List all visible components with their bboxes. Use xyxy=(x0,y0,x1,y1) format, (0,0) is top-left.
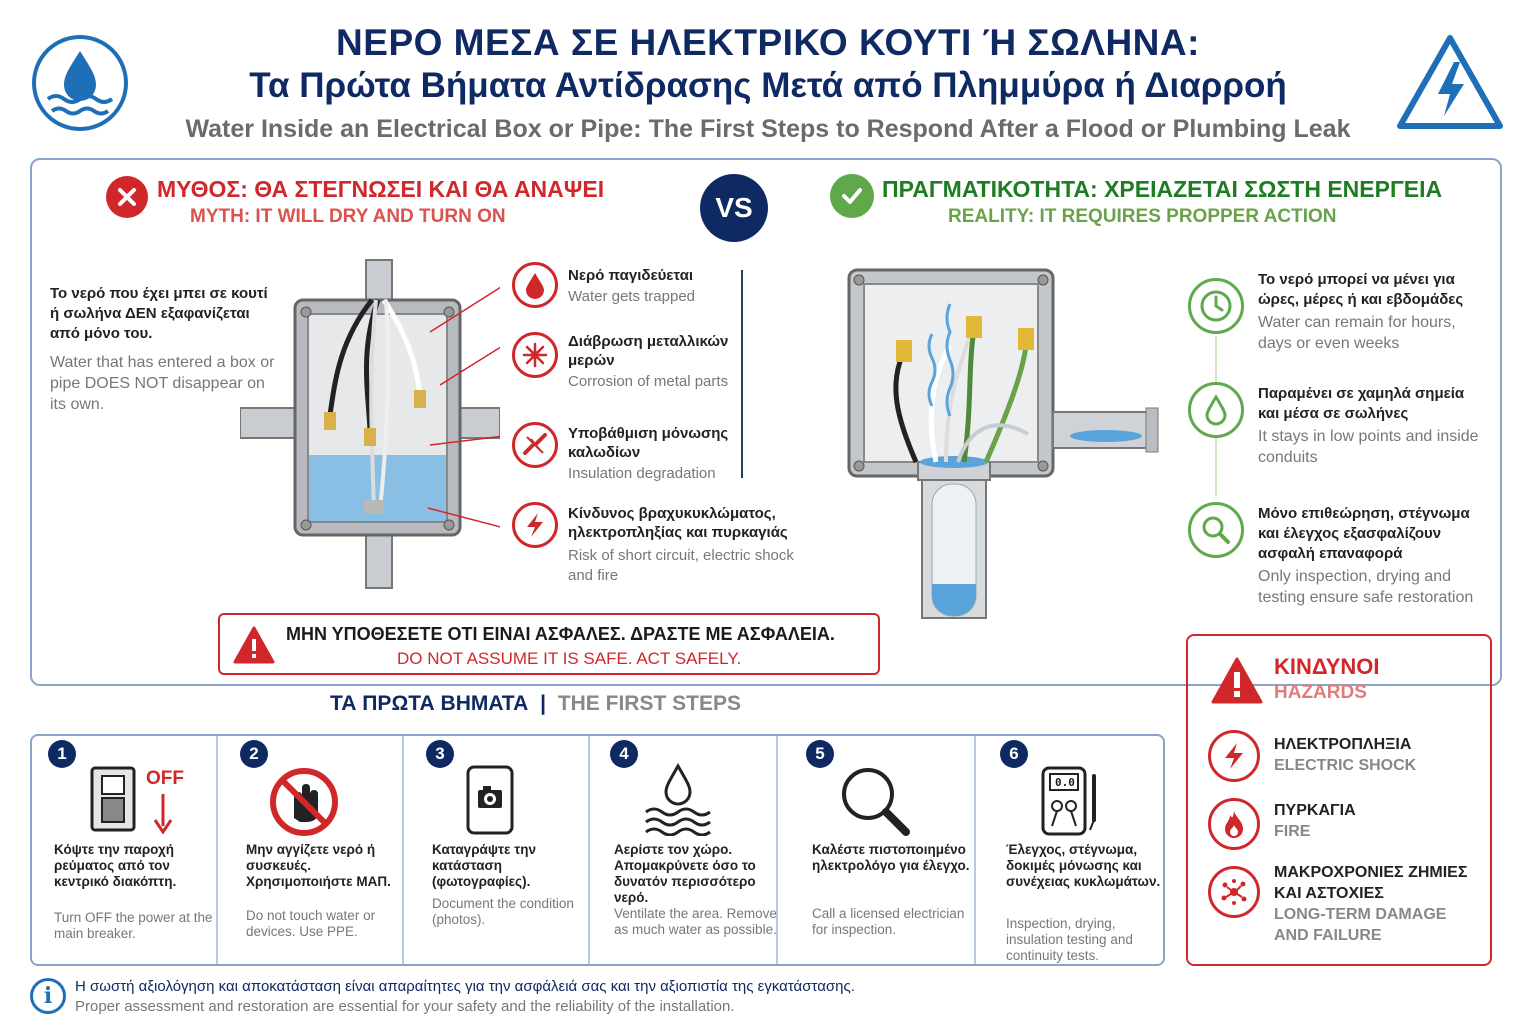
hazards-title-english: HAZARDS xyxy=(1274,682,1367,703)
risk-item-trapped-water xyxy=(568,266,758,307)
steps-heading-english: THE FIRST STEPS xyxy=(557,692,741,715)
hazard-label-greek: ΠΥΡΚΑΓΙΑ xyxy=(1274,802,1356,819)
water-drop-icon xyxy=(1188,382,1244,438)
lightning-icon xyxy=(512,502,558,548)
footer-text-greek: Η σωστή αξιολόγηση και αποκατάσταση είναι απαραίτητες για την ασφάλειά σας και την αξιοπιστία της εγκατάστασης. xyxy=(75,978,855,995)
step-number: 3 xyxy=(426,740,454,768)
risk-label-english: Insulation degradation xyxy=(568,465,716,482)
myth-description-greek: Το νερό που έχει μπει σε κουτί ή σωλήνα ΔΕΝ εξαφανίζεται από μόνο του. xyxy=(50,285,268,342)
step-number: 5 xyxy=(806,740,834,768)
risk-item-short-circuit xyxy=(568,504,798,586)
hazard-item-fire xyxy=(1274,800,1356,842)
step-text-greek: Έλεγχος, στέγνωμα, δοκιμές μόνωσης και συνέχειας κυκλωμάτων. xyxy=(1006,842,1161,889)
flooded-junction-box-illustration xyxy=(240,240,500,590)
steps-heading-separator: | xyxy=(540,692,546,715)
vs-label: VS xyxy=(715,192,753,223)
step-text-greek: Αερίστε τον χώρο. Απομακρύνετε όσο το δυνατόν περισσότερο νερό. xyxy=(614,842,756,905)
warning-text-greek: ΜΗΝ ΥΠΟΘΕΣΕΤΕ ΟΤΙ ΕΙΝΑΙ ΑΣΦΑΛΕΣ. ΔΡΑΣΤΕ ΜΕ ΑΣΦΑΛΕΙΑ. xyxy=(286,624,835,644)
hazard-label-english: ELECTRIC SHOCK xyxy=(1274,757,1417,774)
step-text-greek: Καταγράψτε την κατάσταση (φωτογραφίες). xyxy=(432,842,536,889)
reality-check-icon xyxy=(830,174,874,218)
warning-triangle-icon xyxy=(1210,656,1264,711)
step-6 xyxy=(976,736,1163,964)
vs-badge xyxy=(700,174,768,242)
risk-label-english: Corrosion of metal parts xyxy=(568,373,729,390)
step-number: 2 xyxy=(240,740,268,768)
reality-point-english: Only inspection, drying and testing ensure safe restoration xyxy=(1258,568,1474,606)
magnifier-icon xyxy=(1188,502,1244,558)
step-1 xyxy=(32,736,218,964)
lightning-icon xyxy=(1208,730,1260,782)
myth-description-english: Water that has entered a box or pipe DOES NOT disappear on its own. xyxy=(50,354,275,413)
myth-title: ΜΥΘΟΣ: ΘΑ ΣΤΕΓΝΩΣΕΙ ΚΑΙ ΘΑ ΑΝΑΨΕΙ xyxy=(157,176,605,202)
hazard-label-greek: ΜΑΚΡΟΧΡΟΝΙΕΣ ΖΗΜΙΕΣ ΚΑΙ ΑΣΤΟΧΙΕΣ xyxy=(1274,864,1468,902)
reality-subtitle: REALITY: IT REQUIRES PROPPER ACTION xyxy=(948,206,1337,227)
steps-heading xyxy=(330,692,741,716)
hazards-panel xyxy=(1186,634,1492,966)
hazard-item-electric-shock xyxy=(1274,734,1416,776)
risk-label-greek: Νερό παγιδεύεται xyxy=(568,267,694,284)
risk-item-insulation xyxy=(568,424,758,484)
page-title: ΝΕΡΟ ΜΕΣΑ ΣΕ ΗΛΕΚΤΡΙΚΟ ΚΟΥΤΙ Ή ΣΩΛΗΝΑ: xyxy=(336,22,1200,63)
steps-heading-greek: ΤΑ ΠΡΩΤΑ ΒΗΜΑΤΑ xyxy=(330,692,529,715)
step-text-english: Do not touch water or devices. Use PPE. xyxy=(246,908,376,939)
no-touch-icon xyxy=(268,766,340,843)
hazard-label-english: LONG-TERM DAMAGE AND FAILURE xyxy=(1274,906,1447,944)
step-text-greek: Μην αγγίζετε νερό ή συσκευές. Χρησιμοποιήστε ΜΑΠ. xyxy=(246,842,391,889)
warning-triangle-icon xyxy=(232,625,276,670)
myth-x-icon xyxy=(106,176,148,218)
corrosion-icon xyxy=(512,332,558,378)
breaker-switch-icon xyxy=(88,764,138,839)
step-text-greek: Καλέστε πιστοποιημένο ηλεκτρολόγο για έλεγχο. xyxy=(812,842,970,873)
clock-icon xyxy=(1188,278,1244,334)
reality-point-english: It stays in low points and inside conduits xyxy=(1258,428,1479,466)
flame-icon xyxy=(1208,798,1260,850)
step-text-english: Ventilate the area. Remove as much water as possible. xyxy=(614,906,777,937)
warning-text-english: DO NOT ASSUME IT IS SAFE. ACT SAFELY. xyxy=(397,649,742,668)
draining-box-illustration xyxy=(846,266,1166,626)
reality-point-inspection xyxy=(1258,504,1486,608)
hazard-label-english: FIRE xyxy=(1274,823,1311,840)
step-text-english: Turn OFF the power at the main breaker. xyxy=(54,910,213,941)
step-text-greek: Κόψτε την παροχή ρεύματος από τον κεντρικό διακόπτη. xyxy=(54,842,177,889)
risk-label-greek: Υποβάθμιση μόνωσης καλωδίων xyxy=(568,425,729,461)
step-4 xyxy=(590,736,778,964)
info-icon: i xyxy=(30,978,66,1014)
step-text-english: Document the condition (photos). xyxy=(432,896,574,927)
step-2 xyxy=(218,736,404,964)
footer-text-english: Proper assessment and restoration are essential for your safety and the reliability of the installation. xyxy=(75,998,735,1015)
risk-label-english: Water gets trapped xyxy=(568,288,696,305)
page-subtitle-greek: Τα Πρώτα Βήματα Αντίδρασης Μετά από Πλημμύρα ή Διαρροή xyxy=(249,66,1287,105)
water-waves-icon xyxy=(642,762,714,841)
reality-point-greek: Παραμένει σε χαμηλά σημεία και μέσα σε σωλήνες xyxy=(1258,385,1465,422)
reality-point-low-points xyxy=(1258,384,1488,468)
page-subtitle-english: Water Inside an Electrical Box or Pipe: The First Steps to Respond After a Flood or Plumbing Leak xyxy=(185,115,1351,143)
risk-label-greek: Κίνδυνος βραχυκυκλώματος, ηλεκτροπληξίας και πυρκαγιάς xyxy=(568,505,788,541)
panel-divider xyxy=(741,270,743,478)
step-number: 1 xyxy=(48,740,76,768)
step-number: 6 xyxy=(1000,740,1028,768)
risk-label-greek: Διάβρωση μεταλλικών μερών xyxy=(568,333,729,369)
hazards-title-greek: ΚΙΝΔΥΝΟΙ xyxy=(1274,654,1380,679)
magnifier-icon xyxy=(838,764,912,843)
safety-warning-banner xyxy=(218,613,880,675)
arrow-down-icon xyxy=(152,792,174,839)
myth-subtitle: MYTH: IT WILL DRY AND TURN ON xyxy=(190,206,506,227)
meter-readout: 0.0 xyxy=(1055,776,1075,789)
broken-cable-icon xyxy=(512,422,558,468)
step-number: 4 xyxy=(610,740,638,768)
reality-point-greek: Το νερό μπορεί να μένει για ώρες, μέρες ή και εβδομάδες xyxy=(1258,271,1464,308)
step-5 xyxy=(778,736,976,964)
risk-label-english: Risk of short circuit, electric shock and fire xyxy=(568,547,794,584)
risk-item-corrosion xyxy=(568,332,758,392)
reality-point-english: Water can remain for hours, days or even weeks xyxy=(1258,314,1456,352)
first-steps-panel xyxy=(30,734,1165,966)
corrosion-icon xyxy=(1208,866,1260,918)
step-3 xyxy=(404,736,590,964)
reality-point-duration xyxy=(1258,270,1488,354)
hazard-item-long-term-damage xyxy=(1274,862,1484,946)
step-text-english: Call a licensed electrician for inspection. xyxy=(812,906,965,937)
reality-title: ΠΡΑΓΜΑΤΙΚΟΤΗΤΑ: ΧΡΕΙΑΖΕΤΑΙ ΣΩΣΤΗ ΕΝΕΡΓΕΙΑ xyxy=(882,176,1443,202)
reality-point-greek: Μόνο επιθεώρηση, στέγνωμα και έλεγχος εξασφαλίζουν ασφαλή επαναφορά xyxy=(1258,505,1470,562)
step-text-english: Inspection, drying, insulation testing and continuity tests. xyxy=(1006,916,1133,963)
hazard-label-greek: ΗΛΕΚΤΡΟΠΛΗΞΙΑ xyxy=(1274,736,1412,753)
off-label: OFF xyxy=(146,768,184,789)
phone-camera-icon xyxy=(464,764,516,841)
water-drop-icon xyxy=(512,262,558,308)
